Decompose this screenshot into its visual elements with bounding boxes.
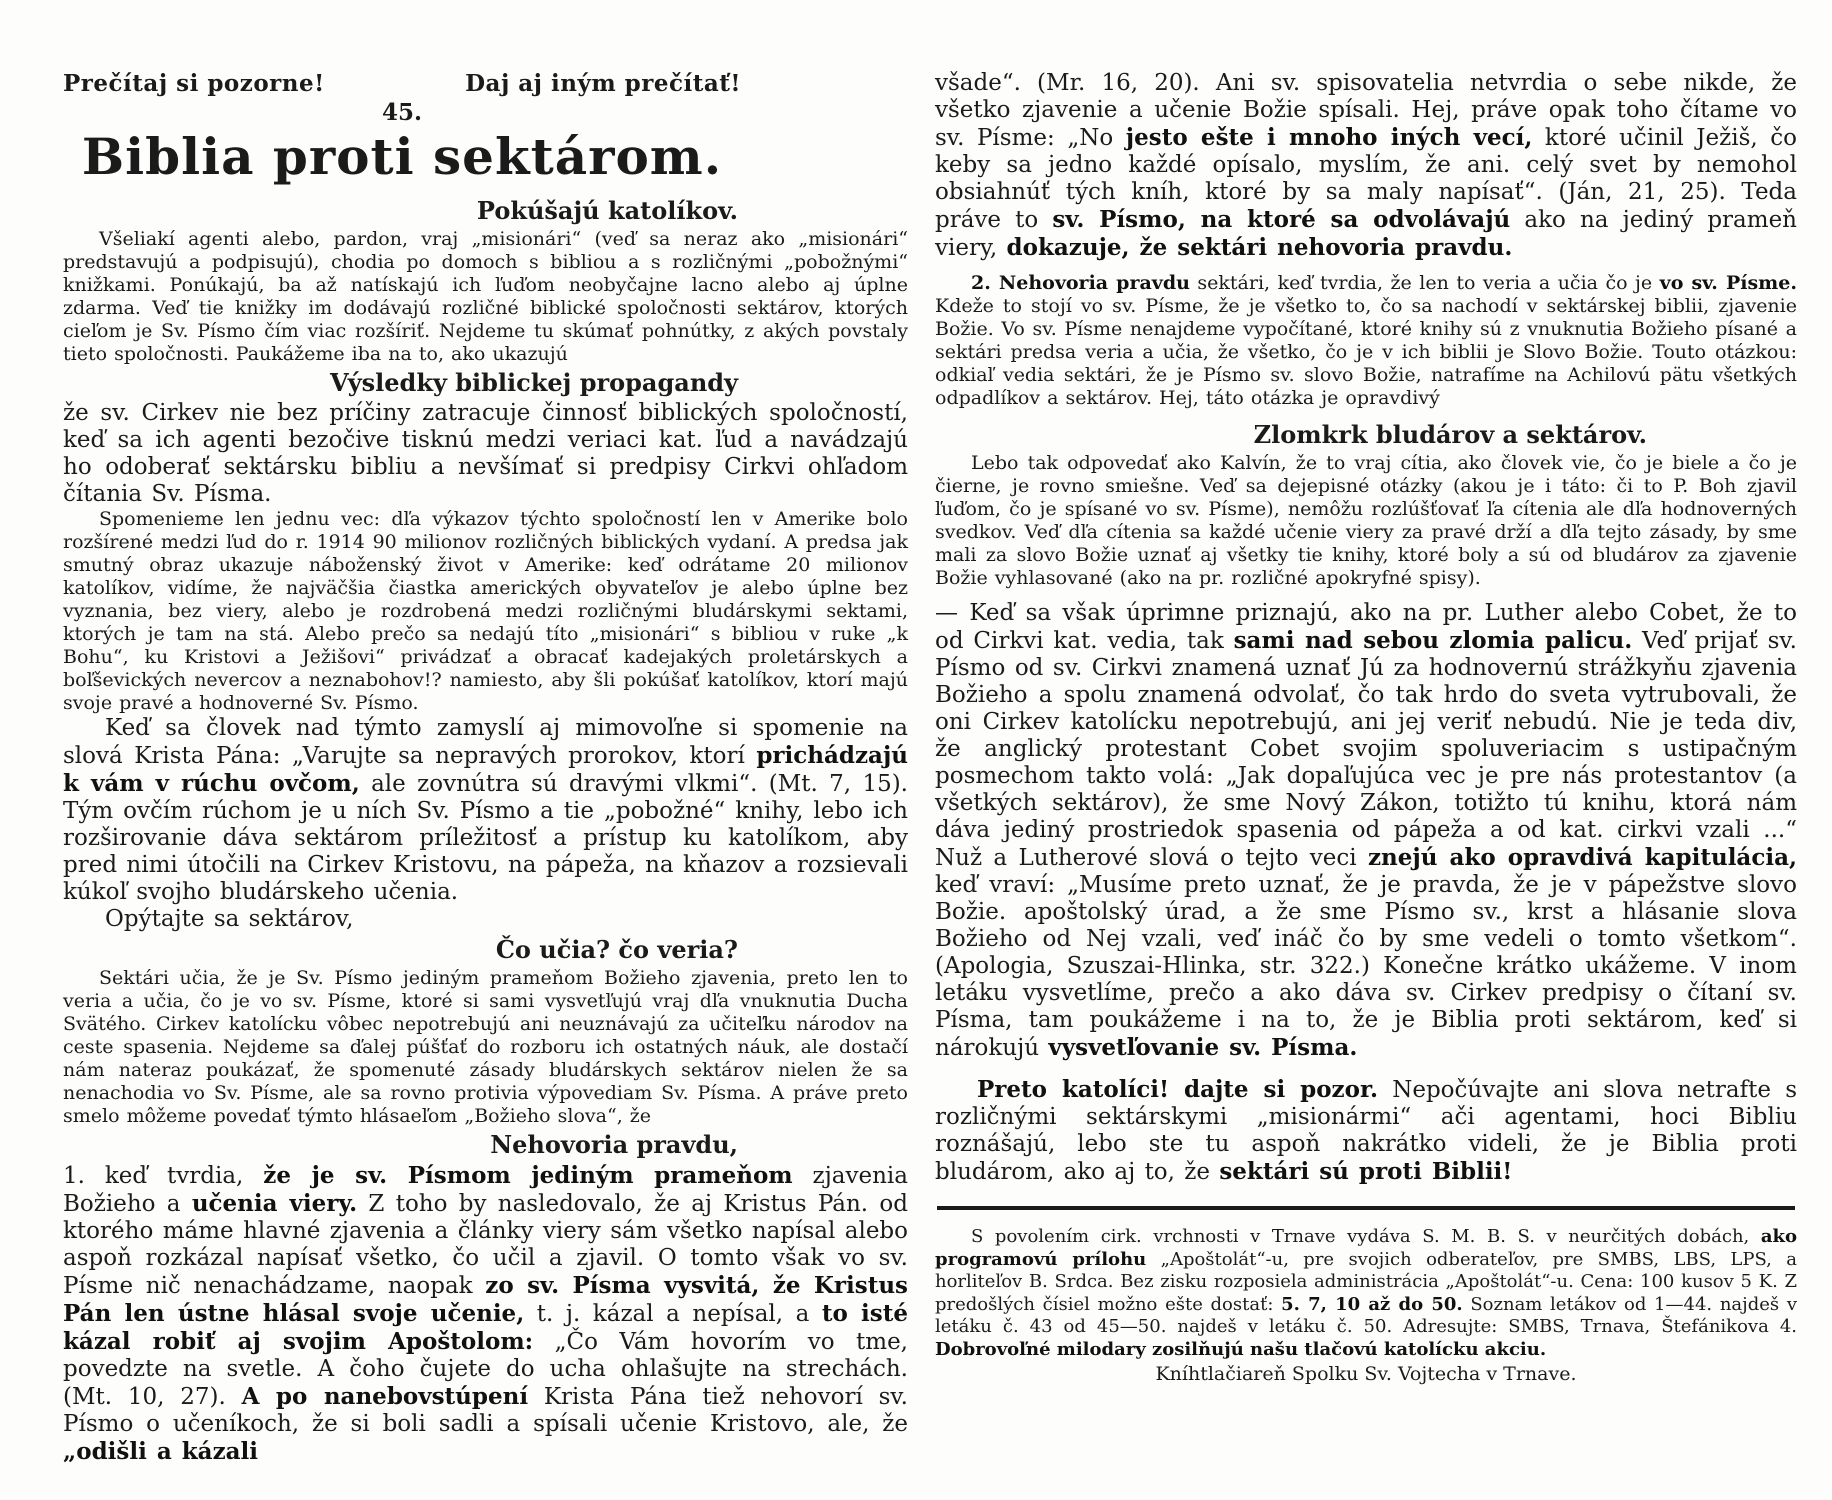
- para-luther: — Keď sa však úprimne priznajú, ako na pr. Luther alebo Cobet, že to od Cirkvi kat. vedia, tak sami nad sebou zlomia palicu. Veď prijať sv. Písmo od sv. Cirkvi znamená uznať Jú za hodnovernú strážkyňu zjavenia Božieho a spolu znamená odvolať, čo tak hrdo do sveta vytrubovali, že oni Cirkev katolícku nepotrebujú, ani jej veriť nebudú. Nie je teda div, že anglický protestant Cobet svojim spoluveriacim s ustipačným posmechom takto volá: „Jak dopaľujúca vec je pre nás protestantov (a všetkých sektárov), že sme Nový Zákon, totižto tú knihu, ktorá nám dáva jediný prostriedok spasenia od pápeža a od kat. cirkvi vzali ...“ Nuž a Lutherové slová o tejto veci znejú ako opravdivá kapitulácia, keď vraví: „Musíme preto uznať, že je pravda, že je v pápežstve slovo Božie. apoštolský úrad, a že sme Písmo sv., krst a hlásanie slova Božieho od Nej vzali, veď ináč čo by sme vedeli o tomto všetkom“. (Apologia, Szuszai-Hlinka, str. 322.) Konečne krátko ukážeme. V inom letáku vysvetlíme, prečo a ako dáva sv. Cirkev predpisy o čítaní sv. Písma, tam poukážeme i na to, že je Biblia proti sektárom, keď si nárokujú vysvetľovanie sv. Písma.: [935, 600, 1797, 1061]
- para-warning: Preto katolíci! dajte si pozor. Nepočúvajte ani slova netrafte s rozličnými sektárskymi „misionármi“ ači agentami, hoci Bibliu roznášajú, lebo ste tu aspoň nakrátko videli, že je Biblia proti bludárom, ako aj to, že sektári sú proti Biblii!: [935, 1076, 1797, 1185]
- para-agents: Všeliakí agenti alebo, pardon, vraj „misionári“ (veď sa neraz ako „misionári“ predstavujú a podpisujú), chodia po domoch s bibliou a s rozličnými „pobožnými“ knižkami. Ponúkajú, ba až natískajú ich ľuďom neobyčajne lacno alebo aj úplne zdarma. Veď tie knižky im dodávajú rozličné biblické spoločnosti sektárov, ktorých cieľom je Sv. Písmo čím viac rozšíriť. Nejdeme tu skúmať pohnútky, z akých povstaly tieto spoločnosti. Paukážeme iba na to, ako ukazujú: [63, 228, 908, 365]
- masthead: [63, 70, 741, 184]
- para-wolves: Keď sa človek nad týmto zamyslí aj mimovoľne si spomenie na slová Krista Pána: „Varujte sa nepravých prorokov, ktorí prichádzajú k vám v rúchu ovčom, ale zovnútra sú dravými vlkmi“. (Mt. 7, 15). Tým ovčím rúchom je u ních Sv. Písmo a tie „pobožné“ knihy, lebo ich rozširovanie dáva sektárom príležitosť a prístup ku katolíkom, aby pred nimi útočili na Cirkev Kristovu, na pápeža, na kňazov a rozsievali kúkoľ svojho bludárskeho učenia.: [63, 715, 908, 905]
- read-carefully-note: Prečítaj si pozorne!: [63, 70, 325, 97]
- imprint-text: S povolením cirk. vrchnosti v Trnave vydáva S. M. B. S. v neurčitých dobách, ako programovú prílohu „Apoštolát“-u, pre svojich odberateľov, pre SMBS, LBS, LPS, a horliteľov B. Srdca. Bez zisku rozposiela administrácia „Apoštolát“-u. Cena: 100 kusov 5 K. Z predošlých čísiel možno ešte dostať: 5. 7, 10 až do 50. Soznam letákov od 1—44. najdeš v letáku č. 43 od 45—50. najdeš v letáku č. 50. Adresujte: SMBS, Trnava, Štefánikova 4. Dobrovoľné milodary zosilňujú našu tlačovú katolícku akciu.: [935, 1226, 1797, 1360]
- right-column: [935, 70, 1797, 1500]
- heading-tempting-catholics: Pokúšajú katolíkov.: [476, 196, 738, 225]
- heading-what-they-teach: Čo učia? čo veria?: [495, 935, 738, 964]
- printer-line: Kníhtlačiareň Spolku Sv. Vojtecha v Trnave.: [1155, 1363, 1577, 1385]
- para-results: že sv. Cirkev nie bez príčiny zatracuje činnosť biblických spoločností, keď sa ich agenti bezočive tisknú medzi veriaci kat. ľud a navádzajú ho odoberať sektársku bibliu a nevšímať si predpisy Cirkvi ohľadom čítania Sv. Písma.: [63, 400, 908, 507]
- heading-results-of-propaganda: Výsledky biblickej propagandy: [330, 368, 738, 397]
- para-claim-two: 2. Nehovoria pravdu sektári, keď tvrdia, že len to veria a učia čo je vo sv. Písme. Kdeže to stojí vo sv. Písme, že je všetko to, čo sa nachodí v sektárskej biblii, zjavenie Božie. Vo sv. Písme nenajdeme vypočítané, ktoré knihy sú z vnuknutia Božieho písané a sektári predsa veria a učia, že všetko, čo je v ich biblii je Slovo Božie. Touto otázkou: odkiaľ vedia sektári, že je Písmo sv. slovo Božie, natrafíme na Achilovú pätu všetkých odpadlíkov a sektárov. Hej, táto otázka je opravdivý: [935, 272, 1797, 409]
- leaflet-number: 45.: [381, 99, 422, 126]
- line-ask-sectarians: Opýtajte sa sektárov,: [105, 906, 354, 932]
- para-claim-one: 1. keď tvrdia, že je sv. Písmom jediným prameňom zjavenia Božieho a učenia viery. Z toho by nasledovalo, že aj Kristus Pán. od ktorého máme hlavné zjavenia a články viery sám všetko napísal alebo aspoň rozkázal napísať všetko, čo učil a zjavil. O tomto však vo sv. Písme nič nenachádzame, naopak zo sv. Písma vysvitá, že Kristus Pán len ústne hlásal svoje učenie, t. j. kázal a nepísal, a to isté kázal robiť aj svojim Apoštolom: „Čo Vám hovorím vo tme, povedzte na svetle. A čoho čujete do ucha ohlašujte na strechách. (Mt. 10, 27). A po nanebovstúpení Krista Pána tiež nehovorí sv. Písmo o učeníkoch, že si boli sadli a spísali učenie Kristovo, ale, že „odišli a kázali: [63, 1162, 908, 1465]
- para-kalvin: Lebo tak odpovedať ako Kalvín, že to vraj cítia, ako človek vie, čo je biele a čo je čierne, je rovno smiešne. Veď sa dejepisné otázky (akou je i táto: či to P. Boh zjavil ľuďom, čo je spísané vo sv. Písme), nemôžu rozlúšťovať ľa cítenia ale dľa hodnoverných svedkov. Veď dľa cítenia sa každé učenie viery za pravé drží a dľa tejto zásady, by sme mali za slovo Božie uznať aj všetky tie knihy, ktoré boly a sú od bludárov za zjavenie Božie vyhlasované (ako na pr. rozličné apokryfné spisy).: [935, 452, 1797, 589]
- para-everywhere: všade“. (Mr. 16, 20). Ani sv. spisovatelia netvrdia o sebe nikde, že všetko zjavenie a učenie Božie spísali. Hej, práve opak toho čítame vo sv. Písme: „No jesto ešte i mnoho iných vecí, ktoré učinil Ježiš, čo keby sa jedno každé opísalo, myslím, že ani. celý svet by nemohol obsiahnúť tých kníh, ktoré by sa maly napísať“. (Ján, 21, 25). Teda práve to sv. Písmo, na ktoré sa odvolávajú ako na jediný prameň viery, dokazuje, že sektári nehovoria pravdu.: [935, 70, 1797, 261]
- para-teach: Sektári učia, že je Sv. Písmo jediným prameňom Božieho zjavenia, preto len to veria a učia, čo je vo sv. Písme, ktoré si sami vysvetľujú vraj dľa vnuknutia Ducha Svätého. Cirkev katolícku vôbec nepotrebujú ani neuznávajú za učiteľku národov na ceste spasenia. Nejdeme sa ďalej púšťať do rozboru ich ostatných náuk, ale dostačí nám nateraz poukázať, že spomenuté zásady bludárskych sektárov nielen že sa nenachodia vo Sv. Písme, ale sa rovno protivia výpovediam Sv. Písma. A práve preto smelo môžeme povedať týmto hlásaeľom „Božieho slova“, že: [63, 967, 908, 1127]
- imprint-divider: [937, 1206, 1795, 1210]
- left-column: [63, 70, 908, 1500]
- page-title: Biblia proti sektárom.: [81, 127, 723, 186]
- pass-along-note: Daj aj iným prečítať!: [465, 70, 741, 97]
- heading-breakneck: Zlomkrk bludárov a sektárov.: [1253, 420, 1647, 449]
- heading-not-telling-truth: Nehovoria pravdu,: [490, 1130, 738, 1159]
- para-america: Spomenieme len jednu vec: dľa výkazov týchto spoločností len v Amerike bolo rozšírené medzi ľud do r. 1914 90 milionov rozličných biblických vydaní. A predsa jak smutný obraz ukazuje náboženský život v Amerike: keď odrátame 20 milionov katolíkov, vidíme, že najväčšia čiastka amerických obyvateľov je alebo úplne bez vyznania, bez viery, alebo je rozdrobená medzi rozličnými bludárskymi sektami, ktorých je tam na stá. Alebo prečo sa nedajú títo „misionári“ s bibliou v ruke „k Bohu“, ku Kristovi a Ježišovi“ privádzať a obracať kadejakých proletárskych a boľševických nevercov a neznabohov!? namiesto, aby šli pokúšať katolíkov, ktorí majú svoje pravé a hodnoverné Sv. Písmo.: [63, 508, 908, 714]
